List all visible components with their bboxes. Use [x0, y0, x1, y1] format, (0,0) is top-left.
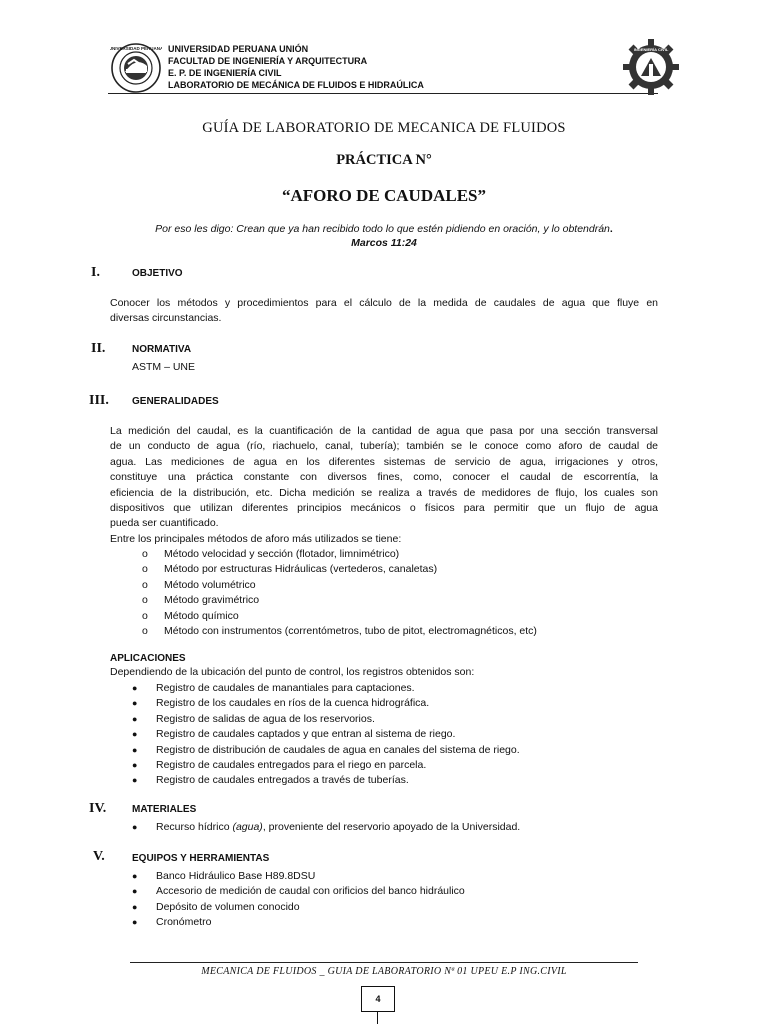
equipos-item: Banco Hidráulico Base H89.8DSU: [156, 870, 316, 882]
equipos-item: Cronómetro: [156, 916, 212, 929]
equipos-item: Depósito de volumen conocido: [156, 900, 300, 913]
application-item: Registro de distribución de caudales de agua en canales del sistema de riego.: [156, 743, 520, 756]
bullet-icon: ●: [132, 886, 138, 897]
bullet-icon: ●: [132, 901, 138, 912]
objetivo-line-1: Conocer los métodos y procedimientos para el cálculo de la medida de caudales de agua que fluye en: [110, 297, 658, 309]
bullet-icon: ●: [132, 698, 138, 709]
applications-list: [132, 681, 662, 789]
list-item: [142, 593, 662, 608]
section-numeral-3: III.: [89, 393, 109, 408]
method-item: Método volumétrico: [164, 578, 256, 591]
equipos-list: [132, 869, 662, 931]
generalidades-line: pueda ser cuantificado.: [110, 517, 219, 530]
list-item: [132, 727, 662, 742]
generalidades-line: La medición del caudal, es la cuantificación de la cantidad de agua que pasa por una sección transversal: [110, 425, 658, 437]
circle-bullet-icon: o: [142, 563, 148, 576]
section-numeral-4: IV.: [89, 801, 107, 816]
section-numeral-1: I.: [91, 265, 100, 280]
bullet-icon: ●: [132, 744, 138, 755]
circle-bullet-icon: o: [142, 578, 148, 591]
application-item: Registro de caudales entregados para el riego en parcela.: [156, 758, 427, 771]
quote-reference: Marcos 11:24: [351, 237, 417, 249]
objetivo-line-2: diversas circunstancias.: [110, 312, 222, 324]
list-item: [142, 547, 662, 562]
section-title-materiales: MATERIALES: [132, 804, 197, 815]
applications-title: APLICACIONES: [110, 653, 186, 664]
section-title-normativa: NORMATIVA: [132, 344, 192, 355]
list-item: [132, 743, 662, 758]
bullet-icon: ●: [132, 822, 138, 832]
bullet-icon: ●: [132, 917, 138, 928]
materiales-item-italic: (agua): [232, 821, 263, 833]
section-title-objetivo: OBJETIVO: [132, 268, 183, 279]
circle-bullet-icon: o: [142, 609, 148, 622]
bullet-icon: ●: [132, 759, 138, 770]
bullet-icon: ●: [132, 871, 138, 881]
method-item: Método químico: [164, 609, 239, 622]
practice-title: “AFORO DE CAUDALES”: [281, 186, 487, 205]
section-title-generalidades: GENERALIDADES: [132, 396, 219, 407]
header-laboratory: LABORATORIO DE MECÁNICA DE FLUIDOS E HIDRAÚLICA: [168, 80, 424, 90]
civil-engineering-logo: [622, 38, 680, 96]
header-faculty: FACULTAD DE INGENIERÍA Y ARQUITECTURA: [168, 56, 368, 66]
list-item: [132, 915, 662, 930]
bullet-icon: ●: [132, 683, 138, 693]
list-item: [142, 609, 662, 624]
method-item: Método con instrumentos (correntómetros, tubo de pitot, electromagnéticos, etc): [164, 624, 537, 637]
bullet-icon: ●: [132, 713, 138, 724]
methods-intro: Entre los principales métodos de aforo más utilizados se tiene:: [110, 532, 402, 545]
method-item: Método velocidad y sección (flotador, limnimétrico): [164, 548, 400, 560]
list-item: [132, 820, 662, 835]
page-number: 4: [361, 986, 395, 1012]
svg-text:UNIVERSIDAD PERUANA: UNIVERSIDAD PERUANA: [110, 46, 162, 51]
list-item: [132, 884, 662, 899]
generalidades-line: eficiencia de la distribución, etc. Dicha medición se realiza a través de medidores de flujo, los cuales son: [110, 486, 658, 499]
university-logo: [110, 42, 162, 94]
section-title-equipos: EQUIPOS Y HERRAMIENTAS: [132, 853, 270, 864]
list-item: [132, 773, 662, 788]
list-item: [142, 624, 662, 639]
guide-title: GUÍA DE LABORATORIO DE MECANICA DE FLUIDOS: [202, 120, 566, 136]
application-item: Registro de los caudales en ríos de la cuenca hidrográfica.: [156, 697, 430, 710]
header-school: E. P. DE INGENIERÍA CIVIL: [168, 68, 282, 78]
list-item: [132, 869, 662, 884]
practice-label: PRÁCTICA N°: [336, 152, 432, 168]
list-item: [142, 578, 662, 593]
application-item: Registro de caudales captados y que entran al sistema de riego.: [156, 728, 456, 741]
generalidades-line: constituye una práctica constante con diversos fines, como, conocer el caudal de escorrentía, la: [110, 471, 658, 484]
generalidades-line: de un conducto de agua (río, riachuelo, canal, tubería); también se le conoce como aforo de caudal de: [110, 440, 658, 453]
quote-end: .: [609, 223, 613, 235]
header-university: UNIVERSIDAD PERUANA UNIÓN: [168, 44, 309, 54]
materiales-item-pre: Recurso hídrico: [156, 821, 233, 833]
bible-quote: [110, 222, 658, 236]
circle-bullet-icon: o: [142, 548, 148, 560]
list-item: [132, 758, 662, 773]
method-item: Método por estructuras Hidráulicas (vertederos, canaletas): [164, 563, 438, 576]
circle-bullet-icon: o: [142, 624, 148, 637]
application-item: Registro de caudales de manantiales para captaciones.: [156, 682, 415, 694]
generalidades-line: dispositivos que utilizan diferentes principios mecánicos o físicos para permitir que un flujo de agua: [110, 502, 658, 515]
section-numeral-5: V.: [93, 849, 105, 864]
quote-text: Por eso les digo: Crean que ya han recibido todo lo que estén pidiendo en oración, y lo obtendrán: [155, 223, 610, 235]
bullet-icon: ●: [132, 775, 138, 786]
application-item: Registro de caudales entregados a través de tuberías.: [156, 774, 409, 787]
generalidades-line: agua. Las mediciones de agua en los diferentes sistemas de servicio de agua, irrigaciones y otros,: [110, 455, 658, 468]
bullet-icon: ●: [132, 729, 138, 740]
materiales-list: [132, 820, 662, 835]
materiales-item: [156, 820, 520, 835]
list-item: [142, 562, 662, 577]
list-item: [132, 900, 662, 915]
circle-bullet-icon: o: [142, 594, 148, 607]
generalidades-paragraph: [110, 424, 658, 547]
svg-text:INGENIERÍA CIVIL: INGENIERÍA CIVIL: [633, 47, 669, 52]
application-item: Registro de salidas de agua de los reservorios.: [156, 712, 375, 725]
normativa-body: ASTM – UNE: [132, 361, 196, 373]
list-item: [132, 712, 662, 727]
section-numeral-2: II.: [91, 341, 106, 356]
applications-intro: Dependiendo de la ubicación del punto de control, los registros obtenidos son:: [110, 666, 475, 678]
materiales-item-post: , proveniente del reservorio apoyado de la Universidad.: [262, 821, 521, 833]
footer-rule: [130, 962, 638, 963]
equipos-item: Accesorio de medición de caudal con orificios del banco hidráulico: [156, 885, 465, 898]
method-item: Método gravimétrico: [164, 594, 260, 607]
page-tick: [377, 1012, 378, 1024]
header-rule: [108, 93, 658, 94]
methods-list: [142, 547, 662, 639]
list-item: [132, 696, 662, 711]
footer-text: MECANICA DE FLUIDOS _ GUIA DE LABORATORIO Nª 01 UPEU E.P ING.CIVIL: [201, 966, 567, 977]
list-item: [132, 681, 662, 696]
